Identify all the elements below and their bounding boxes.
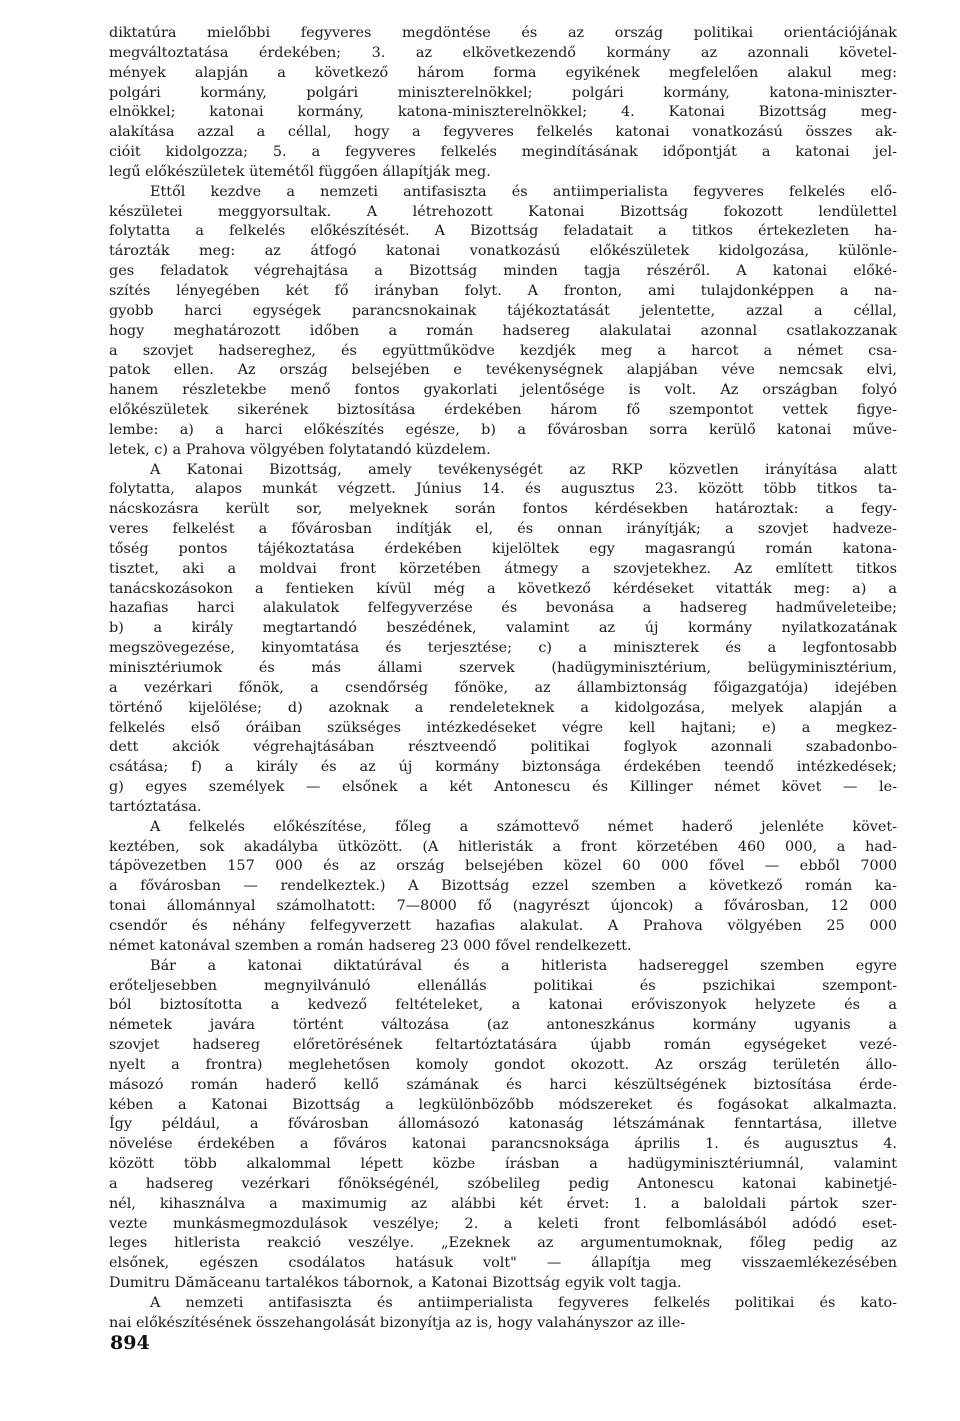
- text-line: ból biztosította a kedvező feltételeket, a katonai erőviszonyok helyzete és a: [109, 997, 897, 1014]
- text-line: A nemzeti antifasiszta és antiimperialista fegyveres felkelés politikai és kato-: [150, 1295, 897, 1311]
- text-line: nácskozásra került sor, melyeknek során fontos kérdésekben határoztak: a fegy-: [109, 501, 897, 518]
- text-line: növelése érdekében a főváros katonai parancsnoksága április 1. és augusztus 4.: [109, 1136, 897, 1153]
- text-line: lembe: a) a harci előkészítés egésze, b) a fővárosban sorra kerülő katonai műve-: [109, 421, 897, 438]
- text-line: alakítása azzal a céllal, hogy a fegyveres felkelés katonai vonatkozású összes ak-: [109, 124, 897, 141]
- text-line: között több alkalommal lépett közbe írásban a hadügyminisztériumnál, valamint: [109, 1156, 897, 1173]
- text-line: szovjet hadsereg előretörésének feltartóztatására újabb román egységeket vezé-: [109, 1037, 897, 1054]
- text-line: dett akciók végrehajtásában résztveendő politikai foglyok azonnali szabadonbo-: [109, 739, 897, 756]
- text-line: Dumitru Dămăceanu tartalékos tábornok, a Katonai Bizottság egyik volt tagja.: [109, 1275, 682, 1292]
- document-body: [109, 24, 897, 1334]
- text-line: előkészületek sikerének biztosítása érdekében három fő szempontot vettek figye-: [109, 402, 897, 419]
- text-line: másozó román haderő kellő számának és harci készültségének biztosítása érde-: [109, 1076, 897, 1093]
- text-line: polgári kormány, polgári miniszterelnökkel; polgári kormány, katona-miniszter-: [109, 84, 897, 101]
- text-line: hanem részletekbe menő fontos gyakorlati jelentősége is volt. Az országban folyó: [109, 382, 897, 399]
- text-line: nyelt a frontra) meglehetősen komoly gondot okozott. Az ország területén állo-: [109, 1056, 897, 1073]
- text-line: a szovjet hadsereghez, és együttműködve kezdjék meg a harcot a német csa-: [109, 342, 897, 359]
- text-line: csendőr és néhány felfegyverzett hazafias alakulat. A Prahova völgyében 25 000: [109, 917, 897, 934]
- text-line: nai előkészítésének összehangolását bizonyítja az is, hogy valahányszor az ille-: [109, 1314, 686, 1331]
- text-line: felkelés első óráiban szükséges intézkedéseket végre kell hajtani; e) a megkez-: [109, 719, 897, 736]
- text-line: mények alapján a következő három forma egyikének megfelelően alakul meg:: [109, 64, 897, 81]
- text-line: legű előkészületek ütemétől függően állapítják meg.: [109, 163, 491, 180]
- text-line: tőség pontos tájékoztatása érdekében kijelöltek egy magasrangú román katona-: [109, 540, 897, 557]
- text-line: megváltoztatása érdekében; 3. az elkövetkezendő kormány az azonnali követel-: [109, 44, 897, 61]
- page-number: 894: [110, 1332, 150, 1354]
- text-line: tisztet, aki a moldvai front körzetében átmegy a szovjetekhez. Az említett titkos: [109, 560, 897, 577]
- text-line: folytatta a felkelés előkészítését. A Bizottság feladatait a titkos értekezleten ha-: [109, 223, 897, 240]
- text-line: Így például, a fővárosban állomásozó katonaság létszámának fenntartása, illetve: [109, 1116, 897, 1133]
- text-line: nél, kihasználva a maximumig az alábbi két érvet: 1. a baloldali pártok szer-: [109, 1195, 897, 1212]
- text-line: szítés lényegében két fő irányban folyt. A fronton, ami tulajdonképpen a na-: [109, 282, 897, 299]
- text-line: tápövezetben 157 000 és az ország belsejében közel 60 000 fővel — ebből 7000: [109, 858, 897, 875]
- text-line: leges hitlerista reakció veszélye. „Ezeknek az argumentumoknak, főleg pedig az: [109, 1235, 897, 1252]
- text-line: tanácskozásokon a fentieken kívül még a következő kérdéseket vitatták meg: a) a: [109, 580, 897, 597]
- text-line: gyobb harci egységek parancsnokainak tájékoztatását jelentette, azzal a céllal,: [109, 302, 897, 319]
- text-line: g) egyes személyek — elsőnek a két Antonescu és Killinger német követ — le-: [109, 779, 897, 796]
- text-line: tározták meg: az átfogó katonai vonatkozású előkészületek kidolgozása, különle-: [109, 243, 897, 260]
- text-line: kében a Katonai Bizottság a legkülönbözőbb módszereket és fogásokat alkalmazta.: [109, 1096, 897, 1113]
- text-line: folytatta, alapos munkát végzett. Június 14. és augusztus 23. között több titkos ta-: [109, 481, 897, 498]
- text-line: készületei meggyorsultak. A létrehozott Katonai Bizottság fokozott lendülettel: [109, 203, 897, 220]
- text-line: minisztériumok és más állami szervek (hadügyminisztérium, belügyminisztérium,: [109, 660, 897, 676]
- text-line: tonai állománnyal számolhatott: 7—8000 fő (nagyrészt újoncok) a fővárosban, 12 000: [109, 898, 897, 915]
- text-line: elsőnek, egészen csodálatos hatásuk volt" — állapítja meg visszaemlékezésében: [109, 1255, 897, 1272]
- text-line: a fővárosban — rendelkeztek.) A Bizottság ezzel szemben a következő román ka-: [109, 878, 897, 895]
- text-line: a vezérkari főnök, a csendőrség főnöke, az állambiztonság főigazgatója) idejében: [109, 679, 897, 696]
- text-line: hazafias harci alakulatok felfegyverzése és bevonása a hadsereg hadműveleteibe;: [109, 600, 897, 617]
- text-line: A felkelés előkészítése, főleg a számottevő német haderő jelenléte követ-: [150, 818, 897, 835]
- text-line: elnökkel; katonai kormány, katona-miniszterelnökkel; 4. Katonai Bizottság meg-: [109, 104, 897, 121]
- text-line: történő kijelölése; d) azoknak a rendeleteknek a kidolgozása, melyek alapján a: [109, 699, 897, 716]
- text-line: diktatúra mielőbbi fegyveres megdöntése és az ország politikai orientációjának: [109, 25, 897, 41]
- text-line: veres felkelést a fővárosban indítják el, és onnan irányítják; a szovjet hadveze-: [109, 521, 897, 538]
- text-line: keztében, sok akadályba ütközött. (A hitleristák a front körzetében 460 000, a had-: [109, 838, 897, 855]
- text-line: Ettől kezdve a nemzeti antifasiszta és antiimperialista fegyveres felkelés elő-: [150, 183, 897, 200]
- text-line: b) a király megtartandó beszédének, valamint az új kormány nyilatkozatának: [109, 620, 897, 637]
- text-line: patok ellen. Az ország belsejében e tevékenységnek alapjában véve nemcsak elvi,: [109, 362, 897, 379]
- text-line: cióit kidolgozza; 5. a fegyveres felkelés megindításának időpontját a katonai jel-: [109, 144, 897, 161]
- text-line: csátása; f) a király és az új kormány biztonsága érdekében teendő intézkedések;: [109, 759, 897, 776]
- text-line: erőteljesebben megnyilvánuló ellenállás politikai és pszichikai szempont-: [109, 977, 897, 994]
- text-line: Bár a katonai diktatúrával és a hitlerista hadsereggel szemben egyre: [150, 957, 897, 974]
- text-line: letek, c) a Prahova völgyében folytatandó küzdelem.: [109, 441, 491, 458]
- text-line: A Katonai Bizottság, amely tevékenységét az RKP közvetlen irányítása alatt: [150, 461, 897, 478]
- text-line: németek javára történt változása (az antoneszkánus kormány ugyanis a: [109, 1017, 897, 1034]
- text-line: vezte munkásmegmozdulások veszélye; 2. a keleti front felbomlásából adódó eset-: [109, 1215, 897, 1232]
- text-line: ges feladatok végrehajtása a Bizottság minden tagja részéről. A katonai előké-: [109, 263, 897, 280]
- text-line: német katonával szemben a román hadsereg 23 000 fővel rendelkezett.: [109, 937, 632, 954]
- text-line: a hadsereg vezérkari főnökségénél, szóbelileg pedig Antonescu katonai kabinetjé-: [109, 1175, 897, 1192]
- text-line: megszövegezése, kinyomtatása és terjesztése; c) a miniszterek és a legfontosabb: [109, 640, 897, 657]
- text-line: hogy meghatározott időben a román hadsereg alakulatai azonnal csatlakozzanak: [109, 322, 897, 339]
- text-line: tartóztatása.: [109, 798, 202, 815]
